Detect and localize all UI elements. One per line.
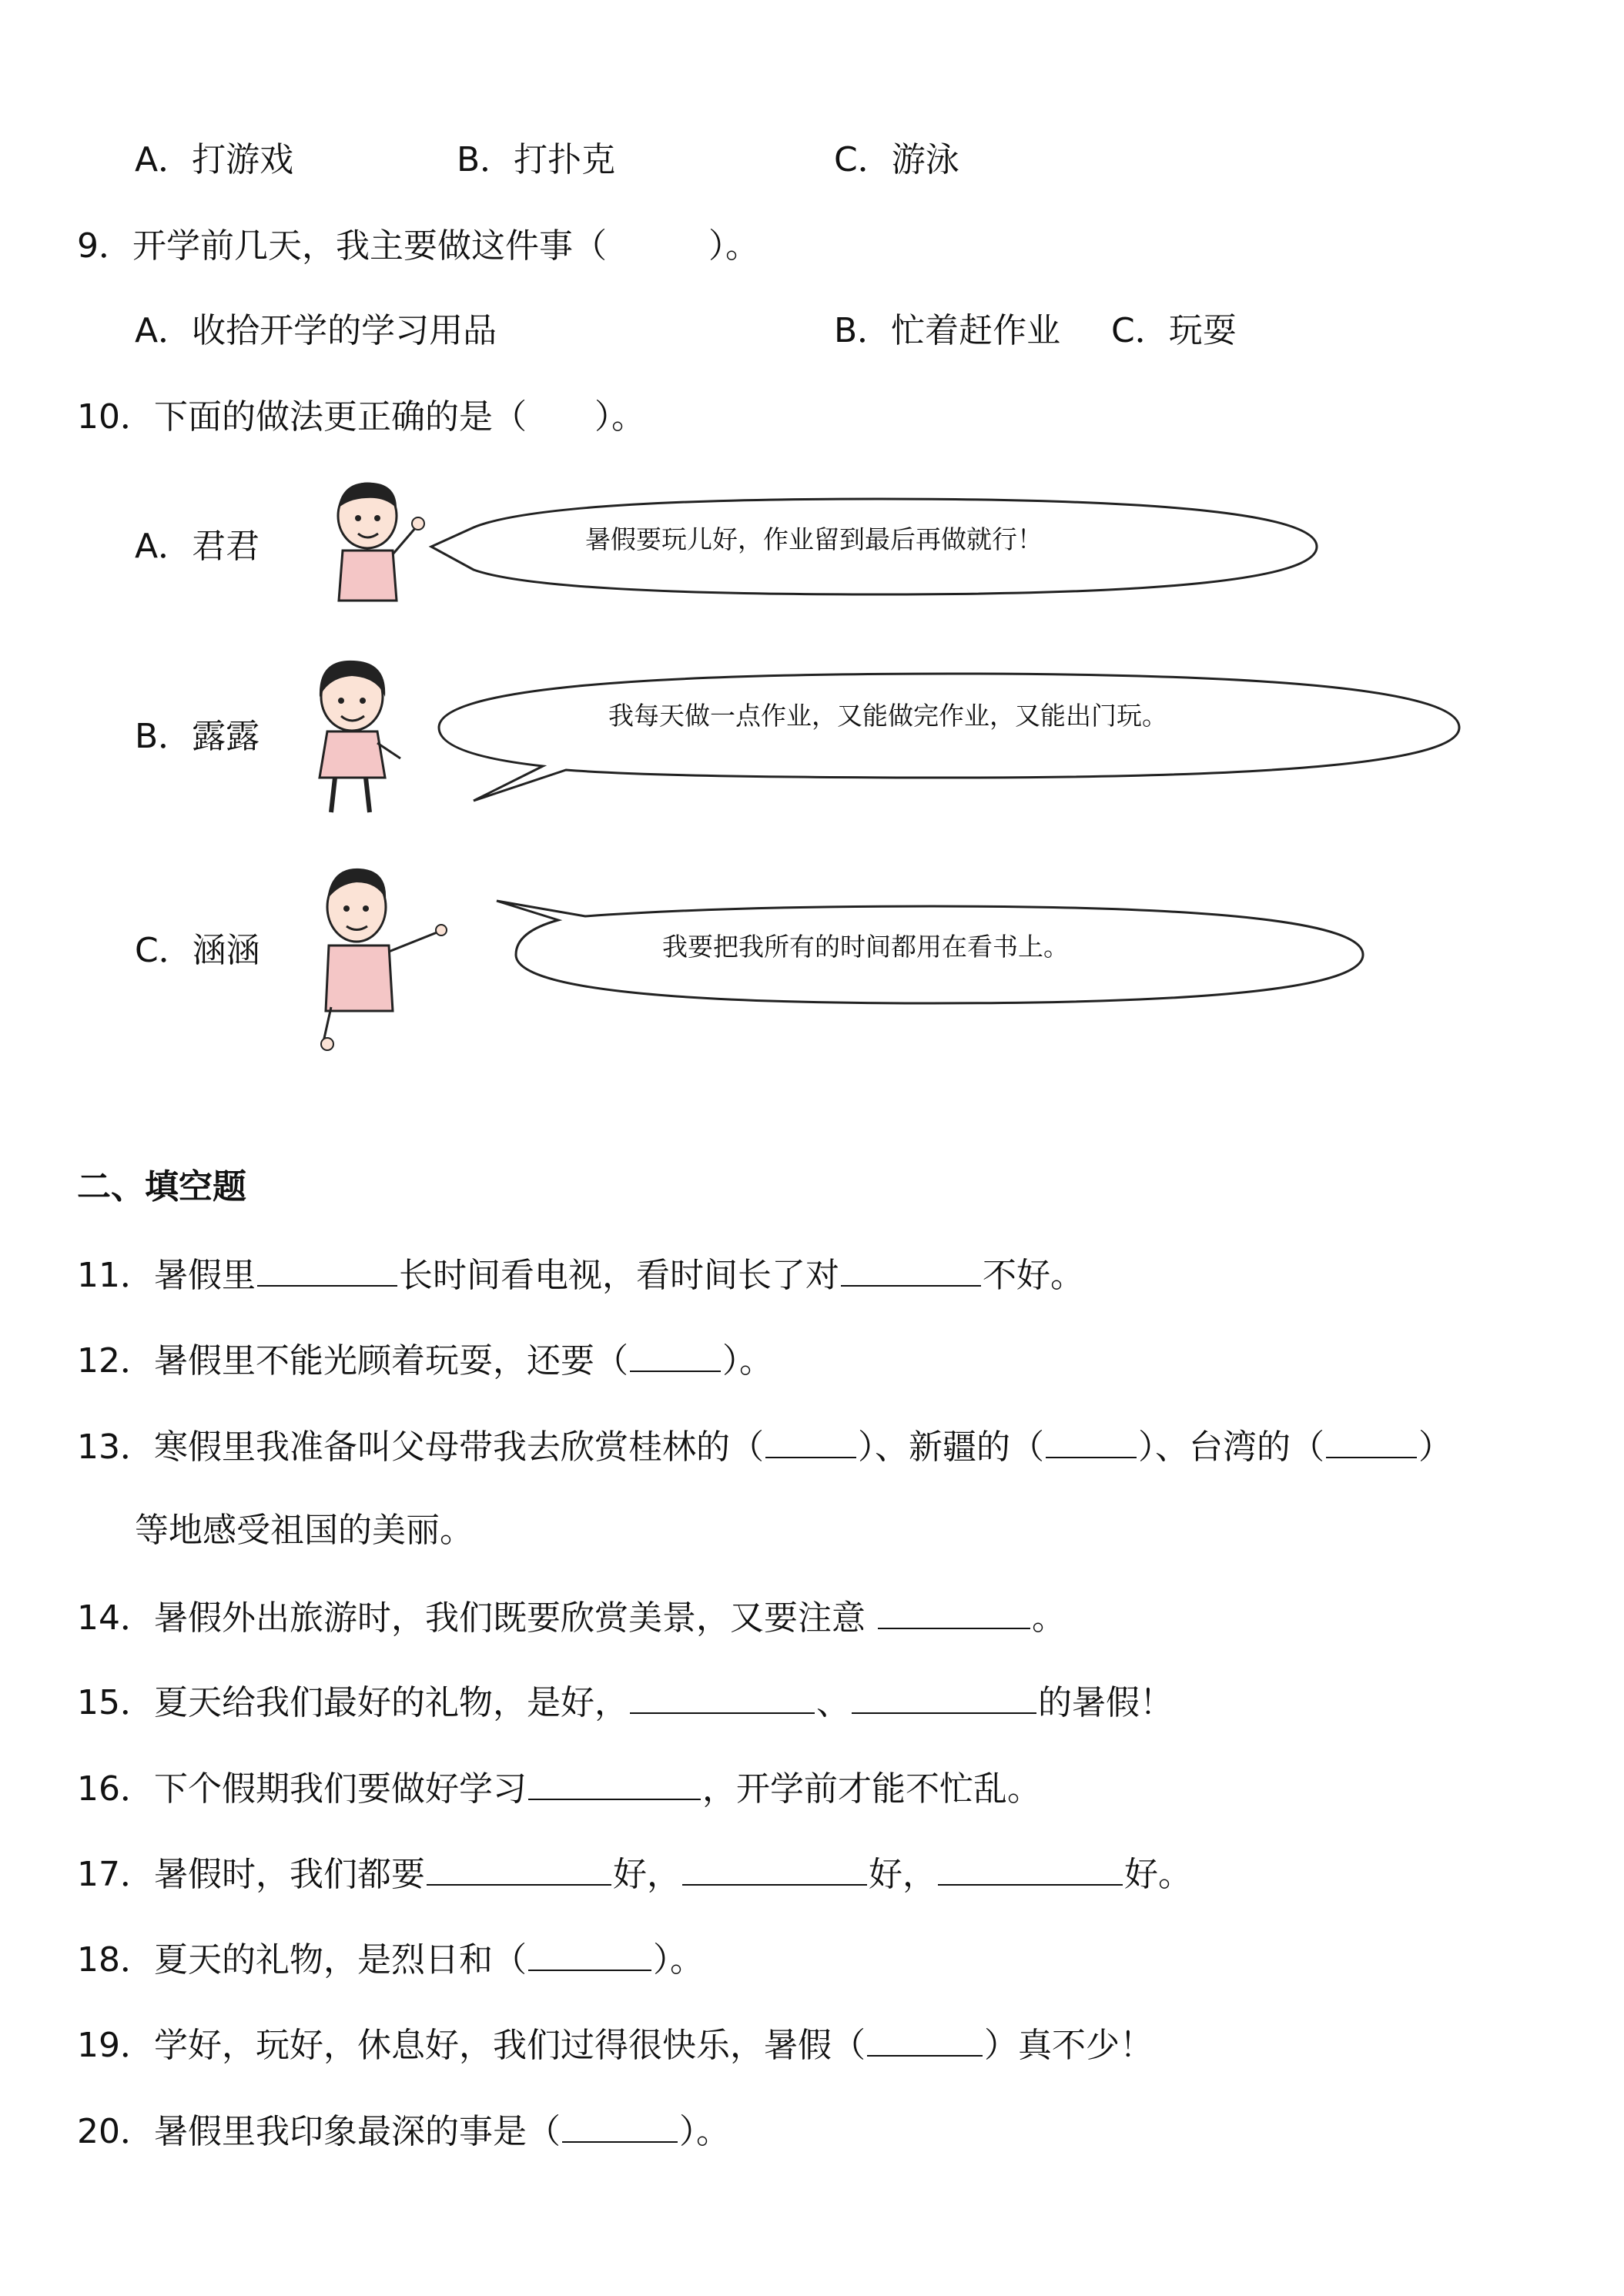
- q19-text-1: 19．学好，玩好，休息好，我们过得很快乐，暑假（: [77, 2026, 866, 2065]
- boy-hanhan-illustration: [312, 861, 450, 1053]
- q20-text-2: ）。: [679, 2112, 730, 2151]
- q17-blank-3[interactable]: [938, 1850, 1123, 1886]
- q15-blank-1[interactable]: [630, 1678, 815, 1714]
- q9-option-a: A．收拾开学的学习用品: [135, 311, 497, 350]
- q13-blank-2[interactable]: [1046, 1423, 1137, 1458]
- boy-junjun-illustration: [320, 474, 435, 612]
- q13-text-4: ）: [1418, 1427, 1452, 1467]
- q18-blank-1[interactable]: [528, 1936, 651, 1971]
- q8-option-a: A．打游戏: [135, 140, 294, 179]
- q16: [77, 1765, 1041, 1812]
- q16-text-2: ，开学前才能不忙乱。: [702, 1769, 1041, 1809]
- q19: [77, 2021, 1154, 2069]
- q15-text-2: 、: [816, 1683, 850, 1722]
- q11-blank-1[interactable]: [257, 1251, 397, 1287]
- girl-lulu-illustration: [304, 654, 412, 820]
- q17-text-3: 好，: [869, 1855, 936, 1894]
- q18-text-2: ）。: [653, 1940, 704, 1980]
- q9-option-b: B．忙着赶作业: [834, 311, 1061, 350]
- q11-blank-2[interactable]: [841, 1251, 981, 1287]
- q10-option-a-label: A．君君: [135, 527, 260, 566]
- q15-text-3: 的暑假！: [1038, 1683, 1174, 1722]
- q19-text-2: ）真不少！: [984, 2026, 1154, 2065]
- q9-stem: 9．开学前几天，我主要做这件事（ ）。: [77, 226, 759, 266]
- q14-blank-1[interactable]: [878, 1594, 1030, 1629]
- q12-text-1: 12．暑假里不能光顾着玩耍，还要（: [77, 1341, 628, 1381]
- q12-blank-1[interactable]: [630, 1337, 721, 1372]
- q14-text-2: 。: [1031, 1598, 1066, 1638]
- q16-text-1: 16．下个假期我们要做好学习: [77, 1769, 527, 1809]
- speech-bubble-b: [435, 670, 1467, 808]
- q11-text-1: 11．暑假里: [77, 1256, 256, 1295]
- q13: [77, 1423, 1452, 1471]
- q13-text-3: ）、台湾的（: [1138, 1427, 1324, 1467]
- q17-text-1: 17．暑假时，我们都要: [77, 1855, 425, 1894]
- speech-text-c: 我要把我所有的时间都用在看书上。: [662, 932, 1069, 962]
- q17-blank-1[interactable]: [427, 1850, 611, 1886]
- q19-blank-1[interactable]: [867, 2021, 983, 2057]
- speech-text-b: 我每天做一点作业，又能做完作业，又能出门玩。: [608, 701, 1167, 731]
- q13-blank-3[interactable]: [1326, 1423, 1417, 1458]
- q14-text-1: 14．暑假外出旅游时，我们既要欣赏美景，又要注意: [77, 1598, 876, 1638]
- q15-text-1: 15．夏天给我们最好的礼物，是好，: [77, 1683, 628, 1722]
- q13-blank-1[interactable]: [765, 1423, 856, 1458]
- q17-blank-2[interactable]: [682, 1850, 867, 1886]
- q13-text-1: 13．寒假里我准备叫父母带我去欣赏桂林的（: [77, 1427, 764, 1467]
- q17: [77, 1850, 1192, 1898]
- q20: [77, 2107, 730, 2155]
- q17-text-4: 好。: [1124, 1855, 1192, 1894]
- q16-blank-1[interactable]: [528, 1765, 701, 1800]
- speech-text-a: 暑假要玩儿好，作业留到最后再做就行！: [585, 524, 1043, 554]
- q12: [77, 1337, 773, 1384]
- q11: [77, 1251, 1084, 1299]
- q15-blank-2[interactable]: [852, 1678, 1036, 1714]
- q8-option-b: B．打扑克: [457, 140, 616, 179]
- section-2-heading: 二、填空题: [77, 1167, 246, 1207]
- q10-stem: 10．下面的做法更正确的是（ ）。: [77, 397, 645, 437]
- q11-text-2: 长时间看电视，看时间长了对: [399, 1256, 839, 1295]
- q8-option-c: C．游泳: [834, 140, 959, 179]
- q20-text-1: 20．暑假里我印象最深的事是（: [77, 2112, 561, 2151]
- q10-option-b-label: B．露露: [135, 717, 260, 756]
- q13-text-2: ）、新疆的（: [858, 1427, 1044, 1467]
- q14: [77, 1594, 1066, 1642]
- q18-text-1: 18．夏天的礼物，是烈日和（: [77, 1940, 527, 1980]
- q10-option-c-label: C．涵涵: [135, 931, 260, 970]
- q9-option-c: C．玩耍: [1111, 311, 1237, 350]
- q15: [77, 1678, 1174, 1726]
- q12-text-2: ）。: [722, 1341, 773, 1381]
- q13-line-2: 等地感受祖国的美丽。: [135, 1511, 474, 1550]
- q18: [77, 1936, 704, 1983]
- q20-blank-1[interactable]: [562, 2107, 678, 2143]
- q17-text-2: 好，: [613, 1855, 681, 1894]
- q11-text-3: 不好。: [983, 1256, 1084, 1295]
